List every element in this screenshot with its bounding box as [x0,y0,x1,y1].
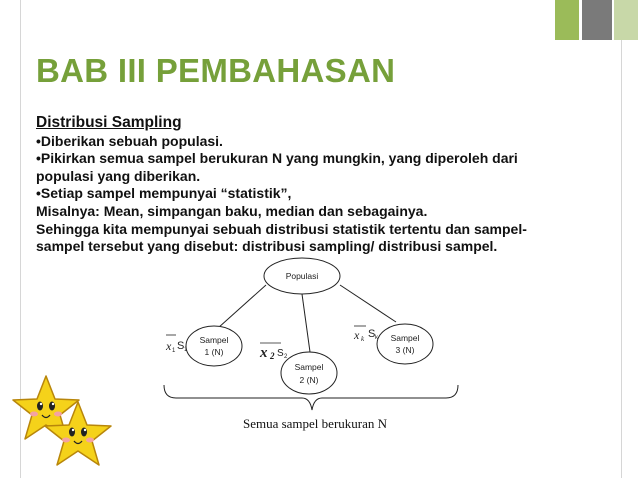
node-sample2 [281,352,337,394]
body-line: populasi yang diberikan. [36,167,201,184]
s2-subscript: 2 [284,354,288,360]
s1-symbol: S [177,340,185,352]
slide-title: BAB III PEMBAHASAN [36,52,396,89]
edge-root-sample3 [340,285,396,322]
node-populasi-label: Populasi [285,271,319,281]
body-line: •Diberikan sebuah populasi. [36,132,223,149]
body-line: Misalnya: Mean, simpangan baku, median dan sebagainya. [36,202,428,219]
s2-symbol: S [277,348,284,359]
xbar2-subscript: 2 [270,351,275,361]
xbar2-symbol: x [260,345,268,361]
node-sample1-label-1: Sampel [199,335,229,345]
body-line: •Setiap sampel mempunyai “statistik”, [36,185,292,202]
node-sample3-label-1: Sampel [390,333,420,343]
node-sample3-label-2: 3 (N) [395,345,415,355]
xbark-subscript: k [361,335,365,343]
sk-symbol: S [368,328,376,340]
subheading: Distribusi Sampling [36,114,182,131]
s1-subscript: 1 [184,347,188,353]
sk-subscript: k [375,335,378,341]
node-sample3 [377,324,433,364]
xbark-symbol: x [354,328,360,342]
body-line: Sehingga kita mempunyai sebuah distribusi statistik tertentu dan sampel- [36,220,527,237]
edge-root-sample1 [218,285,266,328]
node-sample2-label-1: Sampel [294,362,324,372]
body-line: sampel tersebut yang disebut: distribusi sampling/ distribusi sampel. [36,238,498,255]
body-line: •Pikirkan semua sampel berukuran N yang mungkin, yang diperoleh dari [36,150,518,167]
edge-root-sample2 [302,294,310,352]
node-sample2-label-2: 2 (N) [299,375,319,385]
node-sample1 [186,326,242,366]
xbar1-subscript: 1 [172,348,176,354]
diagram-caption: Semua sampel berukuran N [242,416,388,431]
node-sample1-label-2: 1 (N) [204,347,224,357]
xbar1-symbol: x [166,339,172,353]
